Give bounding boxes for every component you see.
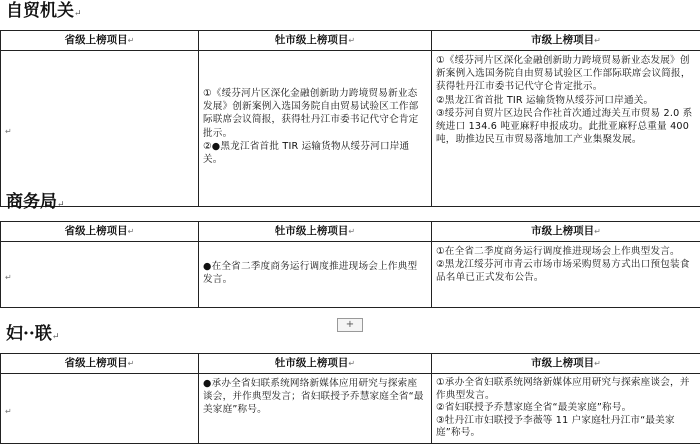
table-header-row <box>1 222 700 242</box>
table-header-row <box>1 354 700 374</box>
table-row <box>1 51 700 207</box>
provincial-cell: ↵ <box>1 51 199 207</box>
section-title-womens-federation: 妇··联↵ <box>6 324 60 344</box>
mudanjiang-cell <box>199 51 432 207</box>
list-item: ②●黑龙江省首批 TIR 运输货物从绥芬河口岸通关。 <box>203 140 410 166</box>
city-cell <box>432 374 700 444</box>
header-provincial: 省级上榜项目↵ <box>1 31 199 51</box>
table-header-row <box>1 31 700 51</box>
mudanjiang-cell <box>199 242 432 308</box>
header-city: 市级上榜项目↵ <box>432 31 700 51</box>
list-item: ●承办全省妇联系统网络新媒体应用研究与探索座谈会，并作典型发言；省妇联授予乔慧家庭全省“最美家庭”称号。 <box>203 378 424 416</box>
list-item: ①《绥芬河片区深化金融创新助力跨境贸易新业态发展》创新案例入选国务院自由贸易试验区工作部际联席会议简报，获得牡丹江市委书记代守仑肯定批示。 <box>203 88 419 139</box>
list-item: ②省妇联授予乔慧家庭全省“最美家庭”称号。 <box>436 402 632 414</box>
list-item: ②黑龙江绥芬河市青云市场市场采购贸易方式出口预包装食品名单已正式发布公告。 <box>436 259 690 284</box>
header-city: 市级上榜项目↵ <box>432 354 700 374</box>
header-provincial: 省级上榜项目↵ <box>1 222 199 242</box>
list-item: ①在全省二季度商务运行调度推进现场会上作典型发言。 <box>436 246 680 257</box>
city-cell <box>432 51 700 207</box>
mudanjiang-cell <box>199 374 432 444</box>
city-cell <box>432 242 700 308</box>
table-row <box>1 242 700 308</box>
list-item: ①《绥芬河片区深化金融创新助力跨境贸易新业态发展》创新案例入选国务院自由贸易试验区工作部际联席会议简报，获得牡丹江市委书记代守仑肯定批示。 <box>436 55 691 93</box>
header-provincial: 省级上榜项目↵ <box>1 354 199 374</box>
section-table-free-trade <box>0 30 700 207</box>
provincial-cell: ↵ <box>1 374 199 444</box>
header-mudanjiang: 牡市级上榜项目↵ <box>199 222 432 242</box>
list-item: ③绥芬河自贸片区边民合作社首次通过海关互市贸易 2.0 系统进口 134.6 吨亚麻籽申报成功。此批亚麻籽总重量 400 吨，助推边民互市贸易落地加工产业集聚发展。 <box>436 107 693 146</box>
section-title-free-trade: 自贸机关↵ <box>6 1 82 21</box>
list-item: ●在全省二季度商务运行调度推进现场会上作典型发言。 <box>203 261 418 286</box>
list-item: ②黑龙江省首批 TIR 运输货物从绥芬河口岸通关。 <box>436 94 654 106</box>
provincial-cell: ↵ <box>1 242 199 308</box>
table-row <box>1 374 700 444</box>
list-item: ③牡丹江市妇联授予李薇等 11 户家庭牡丹江市“最美家庭”称号。 <box>436 414 675 439</box>
header-mudanjiang: 牡市级上榜项目↵ <box>199 31 432 51</box>
section-table-womens-federation <box>0 353 700 444</box>
add-row-button[interactable]: + <box>337 318 363 332</box>
list-item: ①承办全省妇联系统网络新媒体应用研究与探索座谈会，并作典型发言。 <box>436 377 690 401</box>
section-title-commerce: 商务局↵ <box>6 192 65 212</box>
section-table-commerce <box>0 221 700 308</box>
header-mudanjiang: 牡市级上榜项目↵ <box>199 354 432 374</box>
header-city: 市级上榜项目↵ <box>432 222 700 242</box>
